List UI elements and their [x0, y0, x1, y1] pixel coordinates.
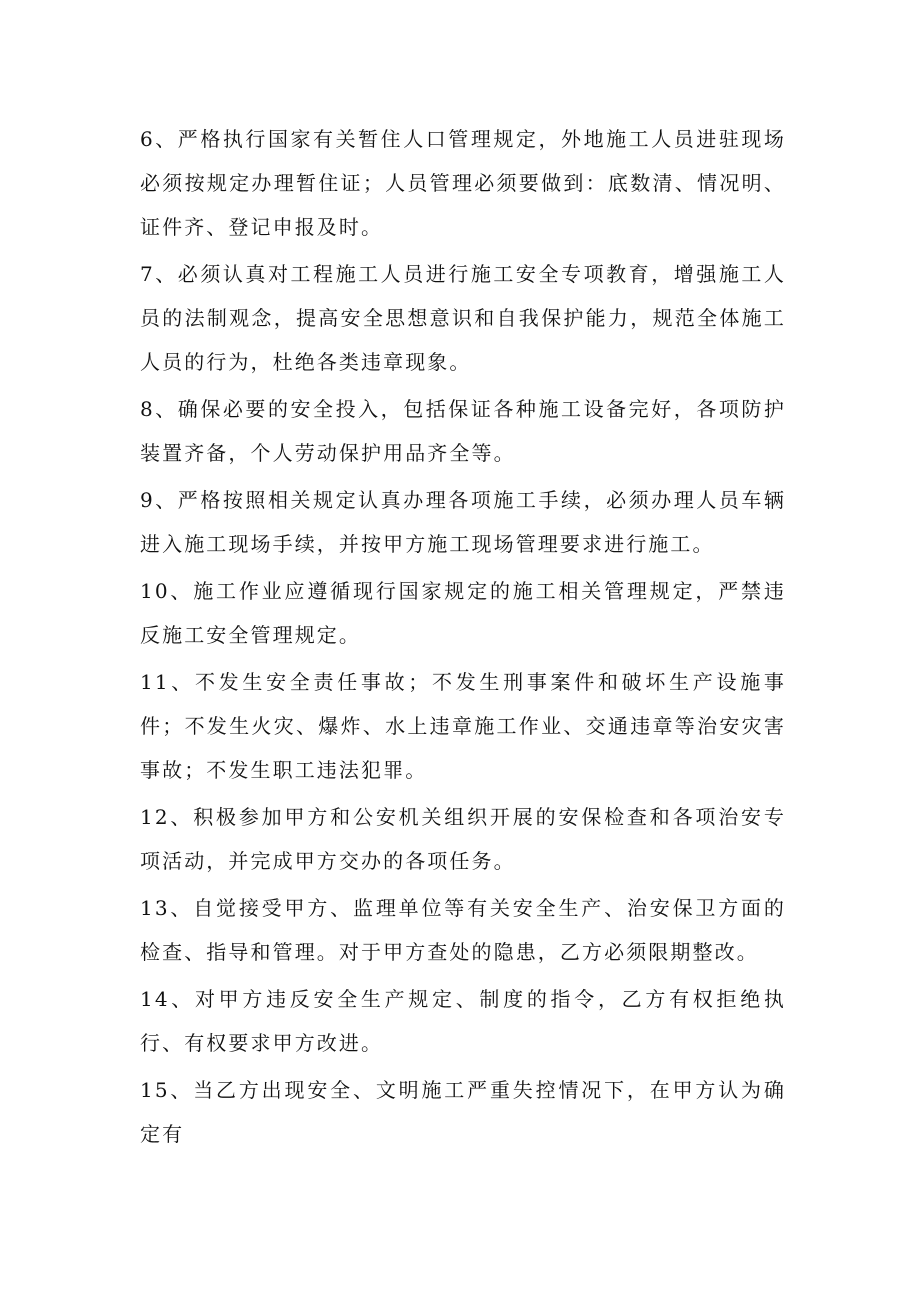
paragraph-12: 12、积极参加甲方和公安机关组织开展的安保检查和各项治安专项活动，并完成甲方交办的各项任务。 [140, 805, 786, 873]
paragraph-10: 10、施工作业应遵循现行国家规定的施工相关管理规定，严禁违反施工安全管理规定。 [140, 579, 786, 647]
paragraph-6: 6、严格执行国家有关暂住人口管理规定，外地施工人员进驻现场必须按规定办理暂住证；人员管理必须要做到：底数清、情况明、证件齐、登记申报及时。 [140, 127, 786, 239]
paragraph-15: 15、当乙方出现安全、文明施工严重失控情况下，在甲方认为确定有 [140, 1078, 786, 1146]
paragraph-14: 14、对甲方违反安全生产规定、制度的指令，乙方有权拒绝执行、有权要求甲方改进。 [140, 987, 786, 1055]
document-body [140, 117, 786, 1159]
paragraph-13: 13、自觉接受甲方、监理单位等有关安全生产、治安保卫方面的检查、指导和管理。对于甲方查处的隐患，乙方必须限期整改。 [140, 896, 786, 964]
paragraph-7: 7、必须认真对工程施工人员进行施工安全专项教育，增强施工人员的法制观念，提高安全思想意识和自我保护能力，规范全体施工人员的行为，杜绝各类违章现象。 [140, 262, 786, 374]
paragraph-9: 9、严格按照相关规定认真办理各项施工手续，必须办理人员车辆进入施工现场手续，并按甲方施工现场管理要求进行施工。 [140, 488, 786, 556]
paragraph-11: 11、不发生安全责任事故；不发生刑事案件和破坏生产设施事件；不发生火灾、爆炸、水上违章施工作业、交通违章等治安灾害事故；不发生职工违法犯罪。 [140, 670, 786, 782]
paragraph-8: 8、确保必要的安全投入，包括保证各种施工设备完好，各项防护装置齐备，个人劳动保护用品齐全等。 [140, 397, 786, 465]
